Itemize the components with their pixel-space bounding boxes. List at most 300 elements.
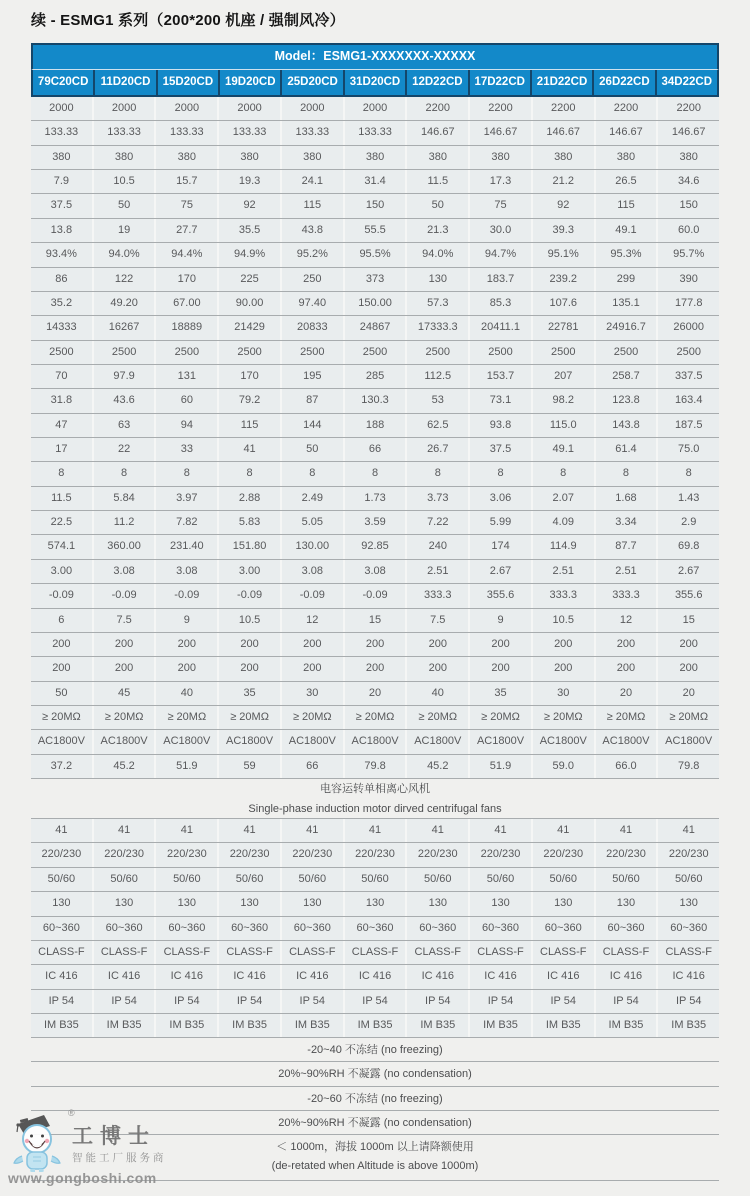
table-cell: 8 xyxy=(596,462,659,485)
table-cell: 2000 xyxy=(156,97,219,120)
column-header-15d20cd: 15D20CD xyxy=(158,70,220,95)
table-cell: 170 xyxy=(156,268,219,291)
table-cell: 19 xyxy=(94,219,157,242)
table-cell: 2500 xyxy=(31,341,94,364)
table-cell: AC1800V xyxy=(533,730,596,753)
table-cell: 2000 xyxy=(31,97,94,120)
table-cell: 30 xyxy=(533,682,596,705)
table-cell: 67.00 xyxy=(156,292,219,315)
table-cell: AC1800V xyxy=(345,730,408,753)
table-cell: IP 54 xyxy=(407,990,470,1013)
table-row xyxy=(31,511,719,535)
table-cell: 53 xyxy=(407,389,470,412)
model-header-label: Model：ESMG1-XXXXXXX-XXXXX xyxy=(274,49,476,63)
spec-table-fan-section xyxy=(31,819,719,1038)
table-cell: 240 xyxy=(407,535,470,558)
table-cell: 22 xyxy=(94,438,157,461)
table-cell: 373 xyxy=(345,268,408,291)
table-row xyxy=(31,341,719,365)
table-cell: 355.6 xyxy=(470,584,533,607)
table-cell: 13.8 xyxy=(31,219,94,242)
table-cell: 60~360 xyxy=(533,917,596,940)
table-cell: 200 xyxy=(679,637,698,650)
table-cell: 95.1% xyxy=(533,243,596,266)
table-cell: AC1800V xyxy=(470,730,533,753)
table-cell: 2.07 xyxy=(533,487,596,510)
table-cell: 380 xyxy=(470,146,533,169)
table-cell: 75 xyxy=(470,194,533,217)
table-cell: 1.68 xyxy=(596,487,659,510)
table-cell: 51.9 xyxy=(470,755,533,778)
column-header-21d22cd: 21D22CD xyxy=(532,70,594,95)
table-cell: 98.2 xyxy=(533,389,596,412)
table-row xyxy=(31,365,719,389)
table-cell: 11.2 xyxy=(94,511,157,534)
environment-row: -20~60 不冻结 (no freezing) xyxy=(31,1087,719,1111)
table-cell: IC 416 xyxy=(596,965,659,988)
table-cell: 95.7% xyxy=(673,248,705,261)
table-cell: 123.8 xyxy=(596,389,659,412)
table-cell: 2500 xyxy=(345,341,408,364)
table-cell: IC 416 xyxy=(31,965,94,988)
table-cell: IM B35 xyxy=(345,1014,408,1037)
table-cell: CLASS-F xyxy=(407,941,470,964)
table-cell: IM B35 xyxy=(94,1014,157,1037)
table-cell: 21429 xyxy=(219,316,282,339)
table-cell: 41 xyxy=(156,819,219,842)
table-cell: 135.1 xyxy=(596,292,659,315)
table-cell: 59 xyxy=(219,755,282,778)
table-cell: 6 xyxy=(31,609,94,632)
table-cell: 60~360 xyxy=(282,917,345,940)
table-row xyxy=(31,730,719,754)
table-cell: 50/60 xyxy=(219,868,282,891)
table-cell: 34.6 xyxy=(678,175,700,188)
table-cell: 200 xyxy=(345,633,408,656)
table-row xyxy=(31,1014,719,1038)
table-cell: 133.33 xyxy=(219,121,282,144)
table-cell: 20 xyxy=(345,682,408,705)
table-row xyxy=(31,292,719,316)
table-cell: 146.67 xyxy=(407,121,470,144)
table-cell: AC1800V xyxy=(94,730,157,753)
table-cell: 69.8 xyxy=(678,540,700,553)
altitude-note-zh: ＜ 1000m，海拔 1000m 以上请降额使用 xyxy=(276,1141,474,1154)
table-cell: 26.5 xyxy=(596,170,659,193)
table-cell: 70 xyxy=(31,365,94,388)
table-cell: 18889 xyxy=(156,316,219,339)
table-cell: 115 xyxy=(282,194,345,217)
table-cell: 94.0% xyxy=(407,243,470,266)
table-cell: 188 xyxy=(345,414,408,437)
table-cell: 380 xyxy=(282,146,345,169)
column-header-79c20cd: 79C20CD xyxy=(33,70,95,95)
table-cell: 87 xyxy=(282,389,345,412)
table-cell: AC1800V xyxy=(407,730,470,753)
table-cell: 390 xyxy=(679,272,698,285)
column-header-19d20cd: 19D20CD xyxy=(220,70,282,95)
table-cell: 143.8 xyxy=(596,414,659,437)
table-cell: 3.00 xyxy=(219,560,282,583)
table-cell: 200 xyxy=(31,657,94,680)
table-cell: 10.5 xyxy=(533,609,596,632)
table-cell: 24916.7 xyxy=(596,316,659,339)
table-cell: 150 xyxy=(679,199,698,212)
table-cell: CLASS-F xyxy=(156,941,219,964)
table-cell: CLASS-F xyxy=(596,941,659,964)
table-cell: 130.3 xyxy=(345,389,408,412)
table-cell: 380 xyxy=(219,146,282,169)
table-cell: 97.9 xyxy=(94,365,157,388)
table-row xyxy=(31,706,719,730)
table-cell: 200 xyxy=(31,633,94,656)
table-cell: 12 xyxy=(282,609,345,632)
table-cell: 49.1 xyxy=(596,219,659,242)
table-cell: 37.5 xyxy=(470,438,533,461)
table-row xyxy=(31,609,719,633)
column-header-34d22cd: 34D22CD xyxy=(661,76,713,88)
table-cell: 39.3 xyxy=(533,219,596,242)
table-cell: IM B35 xyxy=(671,1018,707,1031)
table-cell: CLASS-F xyxy=(31,941,94,964)
table-cell: IC 416 xyxy=(156,965,219,988)
table-cell: 10.5 xyxy=(219,609,282,632)
table-cell: 200 xyxy=(470,633,533,656)
table-cell: 45.2 xyxy=(407,755,470,778)
table-cell: 17 xyxy=(31,438,94,461)
table-cell: 95.3% xyxy=(596,243,659,266)
table-cell: 130 xyxy=(31,892,94,915)
table-cell: 3.08 xyxy=(94,560,157,583)
table-cell: 60~360 xyxy=(31,917,94,940)
table-cell: 5.84 xyxy=(94,487,157,510)
table-cell: 41 xyxy=(94,819,157,842)
table-cell: 130 xyxy=(345,892,408,915)
table-cell: IC 416 xyxy=(470,965,533,988)
table-cell: 41 xyxy=(682,824,695,837)
table-cell: 86 xyxy=(31,268,94,291)
table-cell: 55.5 xyxy=(345,219,408,242)
table-cell: 2200 xyxy=(470,97,533,120)
table-cell: 94.9% xyxy=(219,243,282,266)
table-row xyxy=(31,535,719,559)
table-cell: 200 xyxy=(407,633,470,656)
table-cell: 133.33 xyxy=(156,121,219,144)
table-row xyxy=(31,97,719,121)
table-cell: 130 xyxy=(596,892,659,915)
table-cell: 130 xyxy=(94,892,157,915)
table-cell: IM B35 xyxy=(282,1014,345,1037)
column-header-row xyxy=(31,69,719,97)
table-cell: 207 xyxy=(533,365,596,388)
table-cell: IP 54 xyxy=(94,990,157,1013)
model-header-row xyxy=(31,43,719,69)
table-cell: 26.7 xyxy=(407,438,470,461)
table-cell: 8 xyxy=(407,462,470,485)
table-cell: 50/60 xyxy=(674,872,703,885)
table-cell: -0.09 xyxy=(345,584,408,607)
table-cell: ≥ 20MΩ xyxy=(407,706,470,729)
table-cell: 94 xyxy=(156,414,219,437)
table-cell: 2500 xyxy=(94,341,157,364)
table-cell: 59.0 xyxy=(533,755,596,778)
table-cell: 2.51 xyxy=(533,560,596,583)
table-cell: 130 xyxy=(219,892,282,915)
table-cell: 2500 xyxy=(407,341,470,364)
table-cell: 41 xyxy=(282,819,345,842)
table-cell: 130 xyxy=(407,892,470,915)
table-row xyxy=(31,462,719,486)
table-row xyxy=(31,243,719,267)
table-cell: 21.3 xyxy=(407,219,470,242)
table-cell: 333.3 xyxy=(407,584,470,607)
table-cell: ≥ 20MΩ xyxy=(31,706,94,729)
table-cell: 220/230 xyxy=(156,843,219,866)
table-cell: 37.5 xyxy=(31,194,94,217)
table-row xyxy=(31,682,719,706)
table-cell: 130 xyxy=(156,892,219,915)
table-cell: 60~360 xyxy=(670,921,708,934)
table-cell: 220/230 xyxy=(282,843,345,866)
column-header-31d20cd: 31D20CD xyxy=(345,70,407,95)
table-cell: AC1800V xyxy=(282,730,345,753)
table-cell: 15 xyxy=(682,613,695,626)
table-cell: 3.06 xyxy=(470,487,533,510)
logo-url[interactable]: www.gongboshi.com xyxy=(8,1170,157,1186)
table-cell: 50/60 xyxy=(407,868,470,891)
table-row xyxy=(31,438,719,462)
table-cell: 2500 xyxy=(470,341,533,364)
table-cell: 3.97 xyxy=(156,487,219,510)
table-cell: 73.1 xyxy=(470,389,533,412)
table-cell: CLASS-F xyxy=(94,941,157,964)
table-cell: 2500 xyxy=(596,341,659,364)
table-row xyxy=(31,917,719,941)
table-cell: IP 54 xyxy=(31,990,94,1013)
table-cell: ≥ 20MΩ xyxy=(596,706,659,729)
table-row xyxy=(31,584,719,608)
table-cell: CLASS-F xyxy=(533,941,596,964)
table-cell: 15 xyxy=(345,609,408,632)
table-cell: 60.0 xyxy=(678,223,700,236)
table-cell: 66 xyxy=(282,755,345,778)
environment-row: 20%~90%RH 不凝露 (no condensation) xyxy=(31,1111,719,1135)
table-cell: 21.2 xyxy=(533,170,596,193)
table-cell: 20 xyxy=(596,682,659,705)
table-cell: 26000 xyxy=(673,321,704,334)
table-cell: 220/230 xyxy=(668,848,709,861)
table-cell: 9 xyxy=(470,609,533,632)
table-cell: 146.67 xyxy=(671,126,706,139)
table-cell: 14333 xyxy=(31,316,94,339)
table-cell: 20 xyxy=(682,686,695,699)
table-cell: IP 54 xyxy=(219,990,282,1013)
table-cell: 22.5 xyxy=(31,511,94,534)
table-cell: 41 xyxy=(219,438,282,461)
table-cell: 41 xyxy=(470,819,533,842)
table-cell: 112.5 xyxy=(407,365,470,388)
table-cell: IC 416 xyxy=(407,965,470,988)
table-cell: 333.3 xyxy=(533,584,596,607)
table-cell: 220/230 xyxy=(94,843,157,866)
table-row xyxy=(31,560,719,584)
table-cell: 50 xyxy=(94,194,157,217)
table-row xyxy=(31,755,719,779)
table-cell: 49.20 xyxy=(94,292,157,315)
fan-type-note xyxy=(31,779,719,819)
table-cell: 8 xyxy=(685,467,692,480)
table-cell: 220/230 xyxy=(470,843,533,866)
table-cell: 35 xyxy=(219,682,282,705)
table-cell: 66 xyxy=(345,438,408,461)
table-cell: IP 54 xyxy=(533,990,596,1013)
table-cell: AC1800V xyxy=(31,730,94,753)
table-cell: IP 54 xyxy=(345,990,408,1013)
table-cell: 200 xyxy=(596,657,659,680)
table-cell: 2200 xyxy=(533,97,596,120)
table-cell: IC 416 xyxy=(94,965,157,988)
table-cell: 41 xyxy=(345,819,408,842)
table-cell: 200 xyxy=(156,657,219,680)
table-cell: IP 54 xyxy=(596,990,659,1013)
table-cell: 24.1 xyxy=(282,170,345,193)
column-header-11d20cd: 11D20CD xyxy=(95,70,157,95)
table-cell: 60~360 xyxy=(407,917,470,940)
table-cell: 153.7 xyxy=(470,365,533,388)
table-cell: 146.67 xyxy=(596,121,659,144)
table-cell: IM B35 xyxy=(533,1014,596,1037)
table-cell: 8 xyxy=(31,462,94,485)
table-cell: 12 xyxy=(596,609,659,632)
table-cell: 299 xyxy=(596,268,659,291)
table-cell: 79.8 xyxy=(678,759,700,772)
table-cell: 7.82 xyxy=(156,511,219,534)
table-cell: ≥ 20MΩ xyxy=(470,706,533,729)
table-cell: 2000 xyxy=(282,97,345,120)
table-cell: 35.2 xyxy=(31,292,94,315)
table-cell: 3.34 xyxy=(596,511,659,534)
table-cell: 2500 xyxy=(156,341,219,364)
table-cell: IC 416 xyxy=(533,965,596,988)
table-cell: 2500 xyxy=(533,341,596,364)
table-cell: 92 xyxy=(219,194,282,217)
table-cell: 200 xyxy=(470,657,533,680)
table-cell: 31.4 xyxy=(345,170,408,193)
table-cell: 231.40 xyxy=(156,535,219,558)
table-cell: 92.85 xyxy=(345,535,408,558)
table-cell: 93.8 xyxy=(470,414,533,437)
table-cell: 50 xyxy=(282,438,345,461)
table-cell: IP 54 xyxy=(156,990,219,1013)
table-cell: 8 xyxy=(470,462,533,485)
table-cell: 200 xyxy=(407,657,470,680)
table-cell: 200 xyxy=(219,657,282,680)
table-cell: 122 xyxy=(94,268,157,291)
table-cell: IM B35 xyxy=(31,1014,94,1037)
table-cell: 380 xyxy=(156,146,219,169)
table-cell: 3.00 xyxy=(31,560,94,583)
table-cell: 258.7 xyxy=(596,365,659,388)
mascot-icon xyxy=(8,1112,70,1174)
table-cell: 2000 xyxy=(345,97,408,120)
table-cell: 11.5 xyxy=(407,170,470,193)
table-cell: 115 xyxy=(219,414,282,437)
table-row xyxy=(31,868,719,892)
table-cell: 2500 xyxy=(676,345,701,358)
table-cell: 200 xyxy=(94,657,157,680)
table-cell: 94.7% xyxy=(470,243,533,266)
table-cell: 337.5 xyxy=(674,369,703,382)
table-cell: 41 xyxy=(596,819,659,842)
table-cell: IM B35 xyxy=(596,1014,659,1037)
table-cell: ≥ 20MΩ xyxy=(282,706,345,729)
table-cell: ≥ 20MΩ xyxy=(94,706,157,729)
table-cell: 8 xyxy=(282,462,345,485)
table-cell: 41 xyxy=(407,819,470,842)
table-cell: 163.4 xyxy=(674,394,703,407)
table-cell: 19.3 xyxy=(219,170,282,193)
table-cell: ≥ 20MΩ xyxy=(533,706,596,729)
table-cell: 200 xyxy=(282,633,345,656)
table-cell: 41 xyxy=(31,819,94,842)
table-cell: 146.67 xyxy=(533,121,596,144)
table-cell: IC 416 xyxy=(672,970,705,983)
table-cell: 380 xyxy=(596,146,659,169)
table-cell: IM B35 xyxy=(407,1014,470,1037)
table-cell: ≥ 20MΩ xyxy=(345,706,408,729)
table-row xyxy=(31,487,719,511)
table-cell: 3.08 xyxy=(282,560,345,583)
fan-type-note-zh: 电容运转单相离心风机 xyxy=(320,783,430,796)
table-cell: 94.0% xyxy=(94,243,157,266)
table-cell: 133.33 xyxy=(94,121,157,144)
table-cell: 200 xyxy=(219,633,282,656)
table-cell: 200 xyxy=(94,633,157,656)
table-cell: 130.00 xyxy=(282,535,345,558)
table-cell: 79.8 xyxy=(345,755,408,778)
table-cell: 2.51 xyxy=(596,560,659,583)
table-cell: 2200 xyxy=(407,97,470,120)
table-cell: 60~360 xyxy=(156,917,219,940)
fan-type-note-en: Single-phase induction motor dirved centrifugal fans xyxy=(248,802,502,815)
table-cell: 200 xyxy=(156,633,219,656)
table-cell: 50/60 xyxy=(282,868,345,891)
table-cell: 47 xyxy=(31,414,94,437)
table-cell: 1.43 xyxy=(678,491,700,504)
table-cell: 50/60 xyxy=(345,868,408,891)
table-cell: 200 xyxy=(345,657,408,680)
logo-name: 工博士 xyxy=(72,1124,156,1148)
spec-table xyxy=(31,43,719,1181)
table-cell: 133.33 xyxy=(282,121,345,144)
table-cell: 133.33 xyxy=(345,121,408,144)
table-cell: AC1800V xyxy=(665,735,713,748)
table-cell: 60~360 xyxy=(470,917,533,940)
table-cell: AC1800V xyxy=(156,730,219,753)
table-cell: 1.73 xyxy=(345,487,408,510)
table-cell: 37.2 xyxy=(31,755,94,778)
table-cell: 51.9 xyxy=(156,755,219,778)
table-cell: 220/230 xyxy=(219,843,282,866)
table-cell: IM B35 xyxy=(156,1014,219,1037)
table-cell: 45 xyxy=(94,682,157,705)
table-cell: 90.00 xyxy=(219,292,282,315)
table-cell: 7.5 xyxy=(94,609,157,632)
table-cell: 75.0 xyxy=(678,443,700,456)
table-cell: IC 416 xyxy=(345,965,408,988)
table-row xyxy=(31,633,719,657)
table-cell: 50/60 xyxy=(596,868,659,891)
